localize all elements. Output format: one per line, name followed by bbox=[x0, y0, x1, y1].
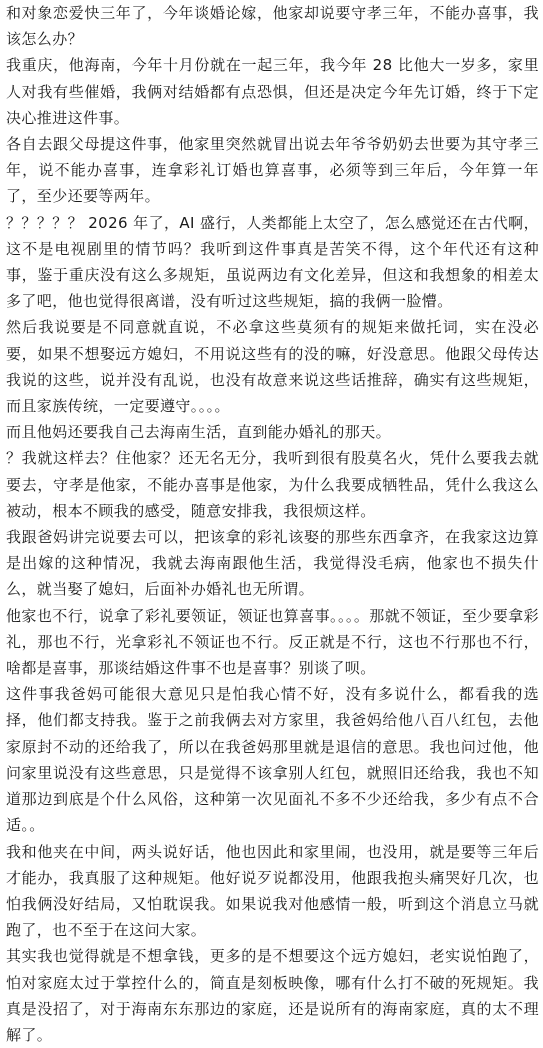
post-paragraph: 各自去跟父母提这件事，他家里突然就冒出说去年爷爷奶奶去世要为其守孝三年，说不能办喜事，连拿彩礼订婚也算喜事，必须等到三年后，今年算一年了，至少还要等两年。 bbox=[6, 135, 539, 206]
post-paragraph: 其实我也觉得就是不想拿钱，更多的是不想要这个远方媳妇，老实说怕跑了，怕对家庭太过于掌控什么的，简直是刻板映像，哪有什么打不破的死规矩。我真是没招了，对于海南东东那边的家庭，还是说所有的海南家庭，真的太不理解了。 bbox=[6, 947, 539, 1044]
post-paragraph: 我重庆，他海南，今年十月份就在一起三年，我今年 28 比他大一岁多，家里人对我有些催婚，我俩对结婚都有点恐惧，但还是决定今年先订婚，终于下定决心推进这件事。 bbox=[6, 56, 539, 127]
post-paragraph: 而且他妈还要我自己去海南生活，直到能办婚礼的那天。 bbox=[6, 423, 392, 442]
post-paragraph: ？我就这样去？住他家？还无名无分，我听到很有股莫名火，凭什么要我去就要去，守孝是他家，不能办喜事是他家，为什么我要成牺牲品，凭什么我这么被动，根本不顾我的感受，随意安排我，我很烦这样。 bbox=[6, 449, 539, 520]
post-paragraph: 然后我说要是不同意就直说，不必拿这些莫须有的规矩来做托词，实在没必要，如果不想娶远方媳妇，不用说这些有的没的嘛，好没意思。他跟父母传达我说的这些，说并没有乱说，也没有故意来说这些话推辞，确实有这些规矩，而且家族传统，一定要遵守。。。。 bbox=[6, 318, 539, 416]
post-paragraph: ？？？？？ 2026 年了，AI 盛行，人类都能上太空了，怎么感觉还在古代啊，这不是电视剧里的情节吗？我听到这件事真是苦笑不得，这个年代还有这种事，鉴于重庆没有这么多规矩，虽说两边有文化差异，但这和我想象的相差太多了吧，他也觉得很离谱，没有听过这些规矩，搞的我俩一脸懵。 bbox=[6, 213, 539, 311]
post-paragraph: 我跟爸妈讲完说要去可以，把该拿的彩礼该娶的那些东西拿齐，在我家这边算是出嫁的这种情况，我就去海南跟他生活，我觉得没毛病，他家也不损失什么，就当娶了媳妇，后面补办婚礼也无所谓。 bbox=[6, 528, 539, 599]
post-paragraph: 这件事我爸妈可能很大意见只是怕我心情不好，没有多说什么，都看我的选择，他们都支持我。鉴于之前我俩去对方家里，我爸妈给他八百八红包，去他家原封不动的还给我了，所以在我爸妈那里就是退信的意思。我也问过他，他问家里说没有这些意思，只是觉得不该拿别人红包，就照旧还给我，我也不知道那边到底是个什么风俗，这种第一次见面礼不多不少还给我，多少有点不合适。。 bbox=[6, 685, 539, 835]
post-paragraph: 我和他夹在中间，两头说好话，他也因此和家里闹，也没用，就是要等三年后才能办，我真服了这种规矩。他好说歹说都没用，他跟我抱头痛哭好几次，也怕我俩没好结局，又怕耽误我。如果说我对他感情一般，听到这个消息立马就跑了，也不至于在这问大家。 bbox=[6, 842, 539, 940]
post-paragraph: 他家也不行，说拿了彩礼要领证，领证也算喜事。。。。那就不领证，至少要拿彩礼，那也不行，光拿彩礼不领证也不行。反正就是不行，这也不行那也不行，啥都是喜事，那谈结婚这件事不也是喜事？别谈了呗。 bbox=[6, 606, 539, 678]
post-paragraph: 和对象恋爱快三年了，今年谈婚论嫁，他家却说要守孝三年，不能办喜事，我该怎么办？ bbox=[6, 4, 539, 49]
